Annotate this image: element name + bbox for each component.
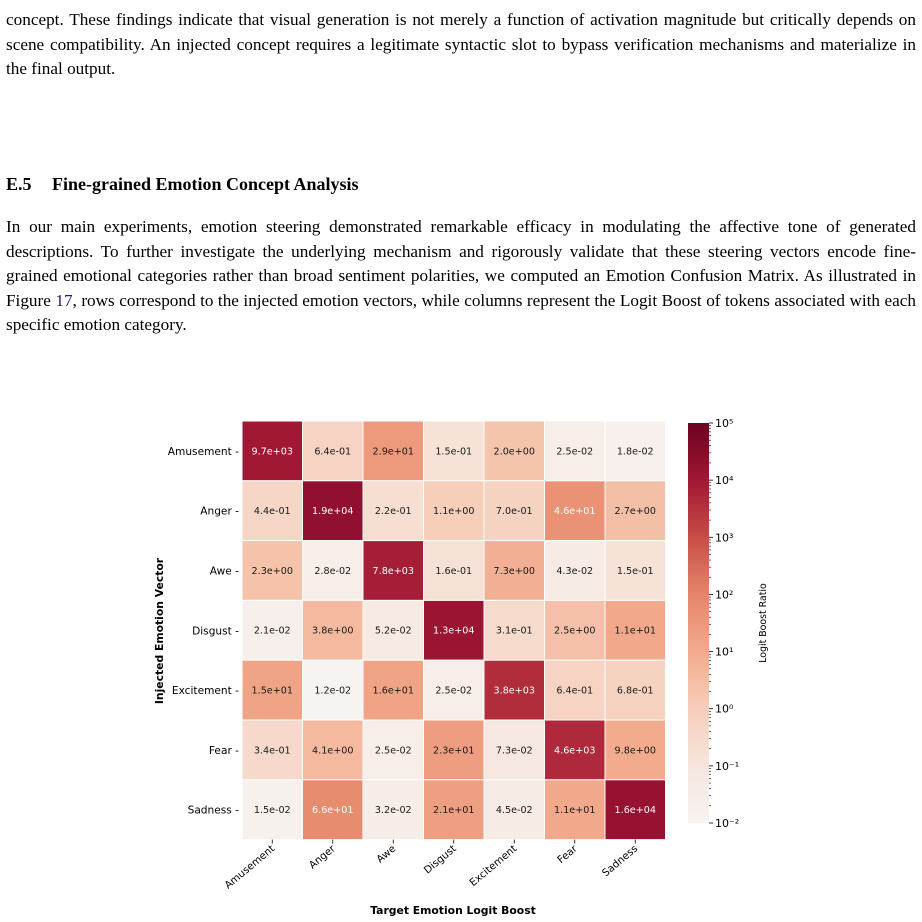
cell-value-label: 1.6e-01 <box>435 565 473 577</box>
cell-value-label: 1.9e+04 <box>312 506 354 518</box>
cell-value-label: 2.5e-02 <box>374 745 412 757</box>
cell-value-label: 2.0e+00 <box>493 446 535 458</box>
cell-value-label: 2.8e-02 <box>314 565 352 577</box>
cell-value-label: 1.5e-01 <box>616 565 654 577</box>
cell-value-label: 1.2e-02 <box>314 685 352 697</box>
cell-value-label: 1.1e+01 <box>614 625 656 637</box>
cell-value-label: 7.0e-01 <box>495 506 533 518</box>
cell-value-label: 7.3e+00 <box>493 565 535 577</box>
section-number: E.5 <box>6 174 32 194</box>
cell-value-label: 1.5e+01 <box>251 685 293 697</box>
cell-value-label: 2.3e+00 <box>251 565 293 577</box>
cell-value-label: 2.9e+01 <box>372 446 414 458</box>
x-tick-label: Excitement <box>467 843 520 889</box>
cell-value-label: 3.2e-02 <box>374 805 412 817</box>
y-tick-label: Sadness - <box>187 804 239 817</box>
cell-value-label: 1.3e+04 <box>433 625 475 637</box>
colorbar-tick-label: 10⁻² <box>715 817 740 830</box>
x-tick-label: Disgust <box>422 843 459 877</box>
paragraph-intro: concept. These findings indicate that visual generation is not merely a function of activation magnitude but critically depends on scene compatibility. An injected concept requires a legitimate syntactic slot to bypass verification mechanisms and materialize in the final output. <box>6 10 916 79</box>
cell-value-label: 1.1e+00 <box>433 506 475 518</box>
y-tick-label: Awe - <box>209 565 239 578</box>
cell-value-label: 3.4e-01 <box>253 745 291 757</box>
cell-value-label: 1.5e-01 <box>435 446 473 458</box>
y-tick-label: Disgust - <box>192 625 239 638</box>
colorbar-tick-label: 10⁴ <box>715 474 734 488</box>
x-tick-label: Awe <box>374 843 399 866</box>
cell-value-label: 1.8e-02 <box>616 446 654 458</box>
section-heading <box>6 174 359 195</box>
cell-value-label: 4.3e-02 <box>556 565 594 577</box>
colorbar-tick-label: 10⁻¹ <box>715 759 740 773</box>
cell-value-label: 4.6e+03 <box>554 745 596 757</box>
colorbar-ticks <box>709 417 739 830</box>
x-axis-ticks <box>223 840 640 892</box>
cell-value-label: 2.1e+01 <box>433 805 475 817</box>
cell-value-label: 7.8e+03 <box>372 565 414 577</box>
colorbar-tick-label: 10¹ <box>715 645 734 659</box>
colorbar-label: Logit Boost Ratio <box>758 583 769 663</box>
y-tick-label: Amusement - <box>167 445 239 458</box>
x-tick-label: Fear <box>555 843 580 867</box>
cell-value-label: 4.1e+00 <box>312 745 354 757</box>
cell-value-label: 4.6e+01 <box>554 506 596 518</box>
cell-value-label: 1.6e+01 <box>372 685 414 697</box>
cell-value-label: 6.4e-01 <box>556 685 594 697</box>
cell-value-label: 2.2e-01 <box>374 506 412 518</box>
section-title: Fine-grained Emotion Concept Analysis <box>52 174 359 194</box>
x-tick-label: Sadness <box>600 843 641 880</box>
cell-value-label: 2.5e-02 <box>435 685 473 697</box>
cell-value-label: 9.8e+00 <box>614 745 656 757</box>
emotion-confusion-heatmap <box>0 400 922 922</box>
cell-value-label: 4.4e-01 <box>253 506 291 518</box>
cell-value-label: 4.5e-02 <box>495 805 533 817</box>
x-tick-label: Amusement <box>222 843 278 892</box>
cell-value-label: 1.6e+04 <box>614 805 656 817</box>
cell-value-label: 2.5e+00 <box>554 625 596 637</box>
cell-value-label: 2.1e-02 <box>253 625 291 637</box>
colorbar-tick-label: 10² <box>715 588 734 602</box>
cell-value-label: 2.7e+00 <box>614 506 656 518</box>
cell-value-label: 3.8e+03 <box>493 685 535 697</box>
cell-value-label: 6.4e-01 <box>314 446 352 458</box>
cell-value-label: 7.3e-02 <box>495 745 533 757</box>
paragraph-emotion-analysis <box>6 215 916 338</box>
colorbar-tick-label: 10⁰ <box>715 702 734 716</box>
y-tick-label: Fear - <box>208 744 239 757</box>
colorbar-tick-label: 10³ <box>715 531 734 545</box>
cell-value-label: 6.8e-01 <box>616 685 654 697</box>
cell-value-label: 1.5e-02 <box>253 805 291 817</box>
y-axis-label: Injected Emotion Vector <box>153 557 166 705</box>
colorbar <box>688 423 709 823</box>
figure-reference-link[interactable]: 17 <box>55 290 73 310</box>
cell-value-label: 5.2e-02 <box>374 625 412 637</box>
cell-value-label: 2.3e+01 <box>433 745 475 757</box>
cell-value-label: 1.1e+01 <box>554 805 596 817</box>
heatmap-cells <box>242 421 666 840</box>
paragraph-text-after-ref: , rows correspond to the injected emotion vectors, while columns represent the Logit Boost of tokens associated with each specific emotion category. <box>6 290 916 335</box>
y-tick-label: Excitement - <box>171 685 239 698</box>
cell-value-label: 3.8e+00 <box>312 625 354 637</box>
colorbar-tick-label: 10⁵ <box>715 417 734 430</box>
y-tick-label: Anger - <box>200 505 239 518</box>
cell-value-label: 3.1e-01 <box>495 625 533 637</box>
cell-value-label: 2.5e-02 <box>556 446 594 458</box>
cell-value-label: 6.6e+01 <box>312 805 354 817</box>
paragraph-text-before-ref: In our main experiments, emotion steering demonstrated remarkable efficacy in modulating the affective tone of generated descriptions. To further investigate the underlying mechanism and rigorously validate that these steering vectors encode fine-grained emotional categories rather than broad sentiment polarities, we computed an Emotion Confusion Matrix. As illustrated in Figure <box>6 217 916 310</box>
cell-value-label: 9.7e+03 <box>251 446 293 458</box>
x-tick-label: Anger <box>307 843 338 872</box>
x-axis-label: Target Emotion Logit Boost <box>370 904 536 917</box>
y-axis-ticks <box>168 446 239 817</box>
